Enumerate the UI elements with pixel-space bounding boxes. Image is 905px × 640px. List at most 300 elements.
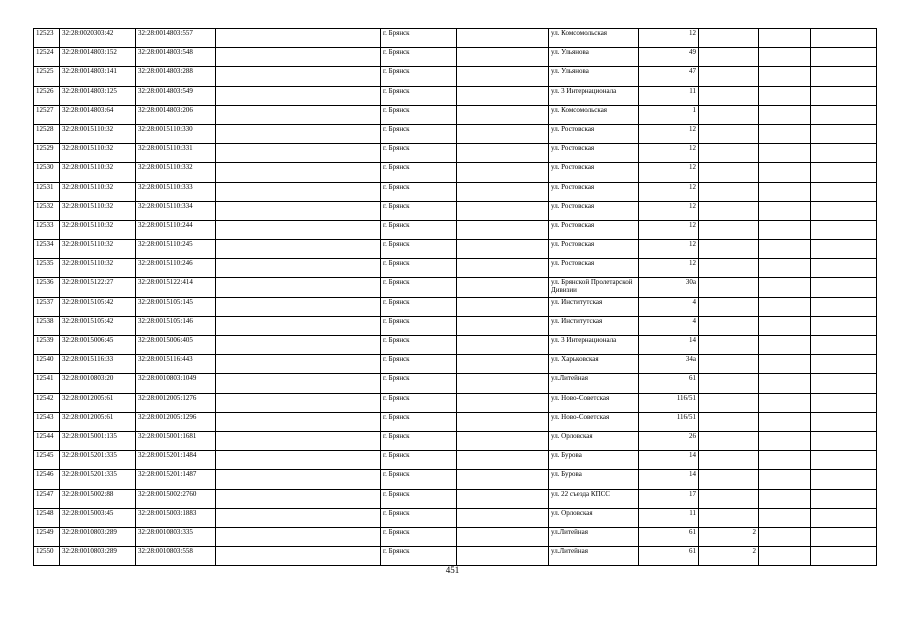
cell-street: ул. Ростовская	[549, 201, 639, 220]
cell-extra-number	[699, 144, 759, 163]
cell-blank-column-2	[457, 489, 549, 508]
cell-row-index: 12524	[34, 48, 60, 67]
cell-house-number: 61	[639, 527, 699, 546]
cell-blank-column-4	[811, 508, 877, 527]
cell-city: г. Брянск	[381, 29, 457, 48]
cell-blank-column-3	[759, 220, 811, 239]
cell-extra-number	[699, 355, 759, 374]
cell-house-number: 30а	[639, 278, 699, 297]
cell-street: ул. Бурова	[549, 470, 639, 489]
cell-cadastral-number: 32:28:0015110:32	[60, 144, 136, 163]
cell-cadastral-number: 32:28:0014803:125	[60, 86, 136, 105]
cell-house-number: 12	[639, 220, 699, 239]
cell-blank-column	[216, 527, 381, 546]
cell-city: г. Брянск	[381, 144, 457, 163]
cell-object-number: 32:28:0014803:557	[136, 29, 216, 48]
cell-object-number: 32:28:0015006:405	[136, 336, 216, 355]
cell-cadastral-number: 32:28:0015110:32	[60, 201, 136, 220]
cell-row-index: 12544	[34, 431, 60, 450]
cell-blank-column-3	[759, 374, 811, 393]
cell-blank-column	[216, 124, 381, 143]
cell-house-number: 61	[639, 374, 699, 393]
table-row	[34, 412, 877, 431]
cell-street: ул. Орловская	[549, 508, 639, 527]
cell-extra-number	[699, 431, 759, 450]
cell-street: ул. Ульянова	[549, 48, 639, 67]
cell-city: г. Брянск	[381, 220, 457, 239]
cell-city: г. Брянск	[381, 527, 457, 546]
cell-city: г. Брянск	[381, 259, 457, 278]
cell-blank-column-4	[811, 316, 877, 335]
cell-blank-column	[216, 163, 381, 182]
cell-blank-column-2	[457, 105, 549, 124]
cell-extra-number	[699, 105, 759, 124]
cell-house-number: 12	[639, 240, 699, 259]
cell-blank-column-3	[759, 431, 811, 450]
cell-house-number: 34а	[639, 355, 699, 374]
cell-street: ул. Комсомольская	[549, 29, 639, 48]
cell-city: г. Брянск	[381, 297, 457, 316]
cell-cadastral-number: 32:28:0015201:335	[60, 451, 136, 470]
cell-house-number: 12	[639, 259, 699, 278]
cell-blank-column-4	[811, 48, 877, 67]
cell-cadastral-number: 32:28:0010803:20	[60, 374, 136, 393]
cell-house-number: 11	[639, 86, 699, 105]
table-row	[34, 182, 877, 201]
cell-city: г. Брянск	[381, 48, 457, 67]
cell-row-index: 12525	[34, 67, 60, 86]
cell-blank-column-3	[759, 240, 811, 259]
cell-cadastral-number: 32:28:0015105:42	[60, 316, 136, 335]
table-row	[34, 297, 877, 316]
cell-object-number: 32:28:0014803:206	[136, 105, 216, 124]
table-row	[34, 374, 877, 393]
cell-row-index: 12535	[34, 259, 60, 278]
cell-city: г. Брянск	[381, 355, 457, 374]
cell-extra-number	[699, 124, 759, 143]
cell-blank-column-3	[759, 124, 811, 143]
cell-house-number: 4	[639, 297, 699, 316]
cell-blank-column-4	[811, 220, 877, 239]
cell-blank-column-2	[457, 240, 549, 259]
cell-blank-column-4	[811, 355, 877, 374]
cell-object-number: 32:28:0015110:330	[136, 124, 216, 143]
cell-row-index: 12532	[34, 201, 60, 220]
cell-street: ул. Брянской Пролетарской Дивизии	[549, 278, 639, 297]
cell-object-number: 32:28:0015002:2760	[136, 489, 216, 508]
cell-blank-column	[216, 451, 381, 470]
cell-street: ул. Институтская	[549, 297, 639, 316]
cell-object-number: 32:28:0015110:334	[136, 201, 216, 220]
table-row	[34, 124, 877, 143]
cell-object-number: 32:28:0010803:1049	[136, 374, 216, 393]
cell-blank-column-2	[457, 412, 549, 431]
cell-row-index: 12529	[34, 144, 60, 163]
cell-house-number: 17	[639, 489, 699, 508]
cell-cadastral-number: 32:28:0015002:88	[60, 489, 136, 508]
cell-object-number: 32:28:0015110:246	[136, 259, 216, 278]
cell-object-number: 32:28:0015001:1681	[136, 431, 216, 450]
cell-extra-number	[699, 220, 759, 239]
cell-city: г. Брянск	[381, 470, 457, 489]
records-table	[33, 28, 877, 566]
cell-blank-column-3	[759, 547, 811, 566]
cell-city: г. Брянск	[381, 374, 457, 393]
cell-blank-column-2	[457, 470, 549, 489]
table-row	[34, 489, 877, 508]
cell-house-number: 1	[639, 105, 699, 124]
table-row	[34, 470, 877, 489]
cell-blank-column	[216, 201, 381, 220]
cell-blank-column-4	[811, 182, 877, 201]
cell-blank-column-2	[457, 124, 549, 143]
table-row	[34, 105, 877, 124]
cell-object-number: 32:28:0012005:1276	[136, 393, 216, 412]
table-row	[34, 451, 877, 470]
cell-blank-column-2	[457, 67, 549, 86]
cell-blank-column	[216, 48, 381, 67]
cell-blank-column-4	[811, 374, 877, 393]
cell-blank-column-4	[811, 412, 877, 431]
cell-blank-column	[216, 355, 381, 374]
cell-blank-column-4	[811, 86, 877, 105]
cell-house-number: 14	[639, 336, 699, 355]
cell-cadastral-number: 32:28:0015006:45	[60, 336, 136, 355]
table-row	[34, 336, 877, 355]
table-row	[34, 508, 877, 527]
cell-blank-column-3	[759, 393, 811, 412]
cell-row-index: 12547	[34, 489, 60, 508]
cell-blank-column	[216, 508, 381, 527]
cell-object-number: 32:28:0015105:146	[136, 316, 216, 335]
cell-blank-column	[216, 278, 381, 297]
table-row	[34, 163, 877, 182]
cell-street: ул.Литейная	[549, 527, 639, 546]
cell-row-index: 12548	[34, 508, 60, 527]
cell-cadastral-number: 32:28:0015201:335	[60, 470, 136, 489]
cell-house-number: 14	[639, 470, 699, 489]
cell-blank-column-2	[457, 201, 549, 220]
cell-extra-number	[699, 182, 759, 201]
cell-blank-column	[216, 336, 381, 355]
cell-blank-column-2	[457, 297, 549, 316]
cell-street: ул. Харьковская	[549, 355, 639, 374]
cell-extra-number	[699, 336, 759, 355]
cell-object-number: 32:28:0015110:244	[136, 220, 216, 239]
cell-house-number: 26	[639, 431, 699, 450]
cell-object-number: 32:28:0015110:245	[136, 240, 216, 259]
cell-city: г. Брянск	[381, 86, 457, 105]
cell-city: г. Брянск	[381, 163, 457, 182]
cell-city: г. Брянск	[381, 182, 457, 201]
cell-blank-column-2	[457, 374, 549, 393]
cell-house-number: 12	[639, 124, 699, 143]
cell-blank-column	[216, 297, 381, 316]
cell-street: ул. Ново-Советская	[549, 412, 639, 431]
cell-city: г. Брянск	[381, 431, 457, 450]
cell-blank-column-4	[811, 489, 877, 508]
cell-street: ул. Орловская	[549, 431, 639, 450]
cell-blank-column-4	[811, 547, 877, 566]
cell-extra-number	[699, 451, 759, 470]
cell-city: г. Брянск	[381, 278, 457, 297]
cell-blank-column	[216, 86, 381, 105]
cell-row-index: 12528	[34, 124, 60, 143]
cell-blank-column-4	[811, 105, 877, 124]
cell-object-number: 32:28:0014803:548	[136, 48, 216, 67]
cell-cadastral-number: 32:28:0010803:289	[60, 547, 136, 566]
cell-blank-column-4	[811, 67, 877, 86]
cell-object-number: 32:28:0014803:549	[136, 86, 216, 105]
cell-cadastral-number: 32:28:0015003:45	[60, 508, 136, 527]
cell-extra-number	[699, 489, 759, 508]
cell-blank-column-2	[457, 393, 549, 412]
cell-street: ул.Литейная	[549, 547, 639, 566]
cell-street: ул. Ростовская	[549, 240, 639, 259]
cell-blank-column-3	[759, 182, 811, 201]
cell-blank-column	[216, 470, 381, 489]
cell-blank-column-3	[759, 48, 811, 67]
cell-extra-number	[699, 29, 759, 48]
cell-blank-column-3	[759, 278, 811, 297]
cell-blank-column-4	[811, 470, 877, 489]
table-row	[34, 278, 877, 297]
cell-house-number: 12	[639, 163, 699, 182]
cell-blank-column	[216, 182, 381, 201]
cell-blank-column-4	[811, 29, 877, 48]
cell-extra-number	[699, 259, 759, 278]
cell-city: г. Брянск	[381, 547, 457, 566]
cell-cadastral-number: 32:28:0015110:32	[60, 220, 136, 239]
cell-blank-column-2	[457, 547, 549, 566]
cell-extra-number	[699, 278, 759, 297]
cell-cadastral-number: 32:28:0015110:32	[60, 240, 136, 259]
cell-street: ул. Ульянова	[549, 67, 639, 86]
cell-blank-column-3	[759, 451, 811, 470]
cell-street: ул. Ростовская	[549, 163, 639, 182]
cell-blank-column	[216, 259, 381, 278]
cell-street: ул. Институтская	[549, 316, 639, 335]
cell-city: г. Брянск	[381, 201, 457, 220]
cell-blank-column	[216, 240, 381, 259]
cell-row-index: 12550	[34, 547, 60, 566]
cell-blank-column-2	[457, 182, 549, 201]
cell-object-number: 32:28:0015110:333	[136, 182, 216, 201]
cell-row-index: 12526	[34, 86, 60, 105]
cell-street: ул. Ростовская	[549, 220, 639, 239]
cell-blank-column-4	[811, 431, 877, 450]
cell-blank-column-3	[759, 86, 811, 105]
cell-blank-column-3	[759, 297, 811, 316]
cell-extra-number	[699, 86, 759, 105]
cell-street: ул. Бурова	[549, 451, 639, 470]
cell-blank-column	[216, 220, 381, 239]
cell-blank-column-3	[759, 201, 811, 220]
cell-row-index: 12533	[34, 220, 60, 239]
cell-blank-column-2	[457, 527, 549, 546]
cell-house-number: 61	[639, 547, 699, 566]
cell-row-index: 12523	[34, 29, 60, 48]
cell-row-index: 12531	[34, 182, 60, 201]
cell-row-index: 12541	[34, 374, 60, 393]
cell-object-number: 32:28:0010803:558	[136, 547, 216, 566]
table-row	[34, 240, 877, 259]
cell-object-number: 32:28:0010803:335	[136, 527, 216, 546]
cell-object-number: 32:28:0015105:145	[136, 297, 216, 316]
cell-blank-column-3	[759, 67, 811, 86]
cell-house-number: 12	[639, 144, 699, 163]
cell-blank-column-3	[759, 316, 811, 335]
cell-blank-column-4	[811, 451, 877, 470]
cell-street: ул. Ростовская	[549, 259, 639, 278]
cell-blank-column-4	[811, 201, 877, 220]
page-number: 451	[445, 565, 460, 575]
table-row	[34, 316, 877, 335]
cell-cadastral-number: 32:28:0015116:33	[60, 355, 136, 374]
cell-cadastral-number: 32:28:0015110:32	[60, 124, 136, 143]
cell-row-index: 12538	[34, 316, 60, 335]
cell-blank-column-3	[759, 29, 811, 48]
cell-cadastral-number: 32:28:0015110:32	[60, 163, 136, 182]
cell-blank-column-4	[811, 144, 877, 163]
cell-extra-number	[699, 316, 759, 335]
cell-row-index: 12545	[34, 451, 60, 470]
cell-blank-column-2	[457, 278, 549, 297]
cell-cadastral-number: 32:28:0014803:152	[60, 48, 136, 67]
cell-blank-column-4	[811, 527, 877, 546]
cell-extra-number	[699, 470, 759, 489]
cell-row-index: 12527	[34, 105, 60, 124]
cell-extra-number	[699, 163, 759, 182]
cell-street: ул. Ростовская	[549, 182, 639, 201]
cell-street: ул. 3 Интернационала	[549, 336, 639, 355]
cell-blank-column	[216, 67, 381, 86]
cell-blank-column-2	[457, 86, 549, 105]
cell-extra-number	[699, 67, 759, 86]
cell-street: ул. Ростовская	[549, 124, 639, 143]
cell-object-number: 32:28:0015003:1883	[136, 508, 216, 527]
cell-city: г. Брянск	[381, 489, 457, 508]
cell-object-number: 32:28:0012005:1296	[136, 412, 216, 431]
cell-row-index: 12549	[34, 527, 60, 546]
cell-house-number: 116/51	[639, 412, 699, 431]
cell-blank-column-2	[457, 316, 549, 335]
cell-cadastral-number: 32:28:0015105:42	[60, 297, 136, 316]
cell-blank-column	[216, 316, 381, 335]
cell-city: г. Брянск	[381, 393, 457, 412]
cell-blank-column-2	[457, 29, 549, 48]
cell-blank-column-2	[457, 220, 549, 239]
cell-city: г. Брянск	[381, 316, 457, 335]
cell-extra-number: 2	[699, 547, 759, 566]
cell-blank-column	[216, 105, 381, 124]
cell-house-number: 47	[639, 67, 699, 86]
cell-blank-column-3	[759, 144, 811, 163]
cell-row-index: 12539	[34, 336, 60, 355]
cell-blank-column	[216, 547, 381, 566]
cell-blank-column-2	[457, 451, 549, 470]
table-row	[34, 86, 877, 105]
cell-row-index: 12543	[34, 412, 60, 431]
cell-blank-column-2	[457, 144, 549, 163]
cell-cadastral-number: 32:28:0010803:289	[60, 527, 136, 546]
cell-object-number: 32:28:0015110:332	[136, 163, 216, 182]
cell-extra-number	[699, 412, 759, 431]
cell-blank-column-3	[759, 336, 811, 355]
cell-house-number: 11	[639, 508, 699, 527]
cell-blank-column-2	[457, 431, 549, 450]
cell-house-number: 12	[639, 29, 699, 48]
cell-blank-column-3	[759, 508, 811, 527]
cell-object-number: 32:28:0015116:443	[136, 355, 216, 374]
cell-blank-column-3	[759, 259, 811, 278]
cell-house-number: 14	[639, 451, 699, 470]
cell-object-number: 32:28:0015201:1487	[136, 470, 216, 489]
cell-object-number: 32:28:0015110:331	[136, 144, 216, 163]
cell-cadastral-number: 32:28:0012005:61	[60, 393, 136, 412]
cell-blank-column-3	[759, 527, 811, 546]
cell-blank-column-2	[457, 48, 549, 67]
cell-blank-column-4	[811, 240, 877, 259]
cell-blank-column-3	[759, 105, 811, 124]
cell-cadastral-number: 32:28:0015122:27	[60, 278, 136, 297]
cell-extra-number	[699, 201, 759, 220]
table-row	[34, 29, 877, 48]
cell-house-number: 116/51	[639, 393, 699, 412]
cell-house-number: 49	[639, 48, 699, 67]
cell-blank-column-4	[811, 278, 877, 297]
cell-blank-column	[216, 393, 381, 412]
cell-city: г. Брянск	[381, 508, 457, 527]
cell-cadastral-number: 32:28:0020303:42	[60, 29, 136, 48]
table-row	[34, 201, 877, 220]
cell-blank-column-4	[811, 124, 877, 143]
cell-city: г. Брянск	[381, 240, 457, 259]
cell-blank-column-4	[811, 297, 877, 316]
cell-blank-column-4	[811, 259, 877, 278]
cell-city: г. Брянск	[381, 105, 457, 124]
table-row	[34, 431, 877, 450]
cell-city: г. Брянск	[381, 124, 457, 143]
cell-extra-number	[699, 508, 759, 527]
table-row	[34, 355, 877, 374]
cell-blank-column-3	[759, 412, 811, 431]
cell-cadastral-number: 32:28:0015001:135	[60, 431, 136, 450]
cell-blank-column-4	[811, 336, 877, 355]
cell-street: ул. Ростовская	[549, 144, 639, 163]
cell-blank-column	[216, 29, 381, 48]
cell-row-index: 12537	[34, 297, 60, 316]
table-row	[34, 144, 877, 163]
cell-city: г. Брянск	[381, 412, 457, 431]
cell-blank-column	[216, 144, 381, 163]
cell-extra-number: 2	[699, 527, 759, 546]
cell-blank-column-3	[759, 470, 811, 489]
table-row	[34, 220, 877, 239]
cell-object-number: 32:28:0014803:288	[136, 67, 216, 86]
cell-street: ул. Ново-Советская	[549, 393, 639, 412]
cell-extra-number	[699, 393, 759, 412]
cell-blank-column-3	[759, 163, 811, 182]
cell-extra-number	[699, 374, 759, 393]
table-row	[34, 547, 877, 566]
cell-house-number: 4	[639, 316, 699, 335]
cell-row-index: 12536	[34, 278, 60, 297]
cell-row-index: 12546	[34, 470, 60, 489]
cell-street: ул. 3 Интернационала	[549, 86, 639, 105]
cell-row-index: 12534	[34, 240, 60, 259]
cell-blank-column	[216, 431, 381, 450]
